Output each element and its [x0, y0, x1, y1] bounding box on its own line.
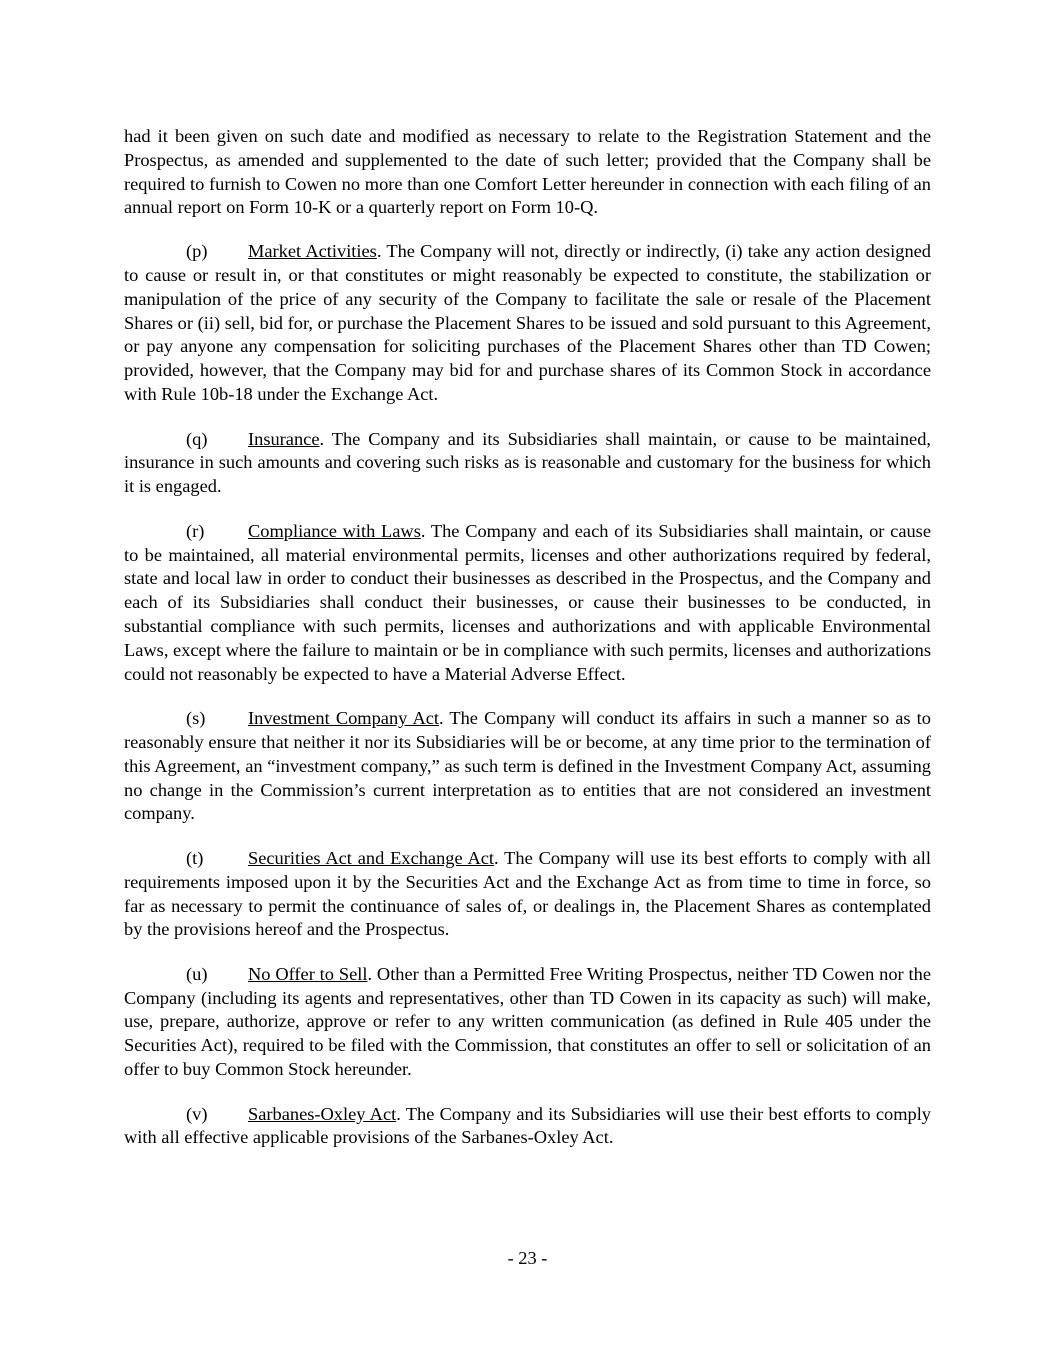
section-heading: Securities Act and Exchange Act — [248, 847, 495, 868]
section-label: (u) — [186, 963, 208, 984]
section-r-compliance-with-laws — [124, 520, 931, 687]
section-label: (v) — [186, 1103, 208, 1124]
section-u-no-offer-to-sell — [124, 963, 931, 1082]
page-number: - 23 - — [507, 1248, 548, 1268]
section-heading: Investment Company Act — [248, 708, 439, 729]
section-label: (s) — [186, 708, 206, 729]
section-label: (r) — [186, 520, 205, 541]
section-label: (t) — [186, 847, 204, 868]
section-heading: Sarbanes-Oxley Act — [248, 1103, 397, 1124]
section-label: (p) — [186, 241, 208, 262]
document-body — [124, 125, 931, 1150]
section-body: . The Company will conduct its affairs in such a manner so as to reasonably ensure that neither it nor its Subsidiaries will be or become, at any time prior to the termination of this Agreement, an “investment company,” as such term is defined in the Investment Company Act, assuming no change in the Commission’s current interpretation as to entities that are not considered an investment company. — [124, 708, 931, 824]
section-body: . The Company and its Subsidiaries shall maintain, or cause to be maintained, insurance in such amounts and covering such risks as is reasonable and customary for the business for which it is engaged. — [124, 428, 931, 497]
section-heading: Insurance — [248, 428, 320, 449]
section-body: . Other than a Permitted Free Writing Prospectus, neither TD Cowen nor the Company (including its agents and representatives, other than TD Cowen in its capacity as such) will make, use, prepare, authorize, approve or refer to any written communication (as defined in Rule 405 under the Securities Act), required to be filed with the Commission, that constitutes an offer to sell or solicitation of an offer to buy Common Stock hereunder. — [124, 963, 931, 1080]
continuation-paragraph: had it been given on such date and modified as necessary to relate to the Registration Statement and the Prospectus, as amended and supplemented to the date of such letter; provided that the Company shall be required to furnish to Cowen no more than one Comfort Letter hereunder in connection with each filing of an annual report on Form 10-K or a quarterly report on Form 10-Q. — [124, 126, 931, 218]
section-q-insurance — [124, 428, 931, 499]
section-v-sarbanes-oxley-act — [124, 1103, 931, 1151]
section-t-securities-and-exchange-act — [124, 847, 931, 942]
section-p-market-activities — [124, 240, 931, 407]
section-body: . The Company will use its best efforts to comply with all requirements imposed upon it by the Securities Act and the Exchange Act as from time to time in force, so far as necessary to permit the continuance of sales of, or dealings in, the Placement Shares as contemplated by the provisions hereof and the Prospectus. — [124, 847, 932, 940]
section-s-investment-company-act — [124, 707, 931, 826]
section-heading: Market Activities — [248, 241, 377, 262]
section-heading: Compliance with Laws — [248, 520, 421, 541]
section-heading: No Offer to Sell — [248, 963, 368, 984]
section-body: . The Company and its Subsidiaries will use their best efforts to comply with all effective applicable provisions of the Sarbanes-Oxley Act. — [124, 1103, 931, 1148]
section-body: . The Company will not, directly or indirectly, (i) take any action designed to cause or result in, or that constitutes or might reasonably be expected to constitute, the stabilization or manipulation of the price of any security of the Company to facilitate the sale or resale of the Placement Shares or (ii) sell, bid for, or purchase the Placement Shares to be issued and sold pursuant to this Agreement, or pay anyone any compensation for soliciting purchases of the Placement Shares other than TD Cowen; provided, however, that the Company may bid for and purchase shares of its Common Stock in accordance with Rule 10b-18 under the Exchange Act. — [124, 241, 931, 404]
section-label: (q) — [186, 428, 208, 449]
section-body: . The Company and each of its Subsidiaries shall maintain, or cause to be maintained, all material environmental permits, licenses and other authorizations required by federal, state and local law in order to conduct their businesses as described in the Prospectus, and the Company and each of its Subsidiaries shall conduct their businesses, or cause their businesses to be conducted, in substantial compliance with such permits, licenses and authorizations and with applicable Environmental Laws, except where the failure to maintain or be in compliance with such permits, licenses and authorizations could not reasonably be expected to have a Material Adverse Effect. — [124, 520, 932, 684]
